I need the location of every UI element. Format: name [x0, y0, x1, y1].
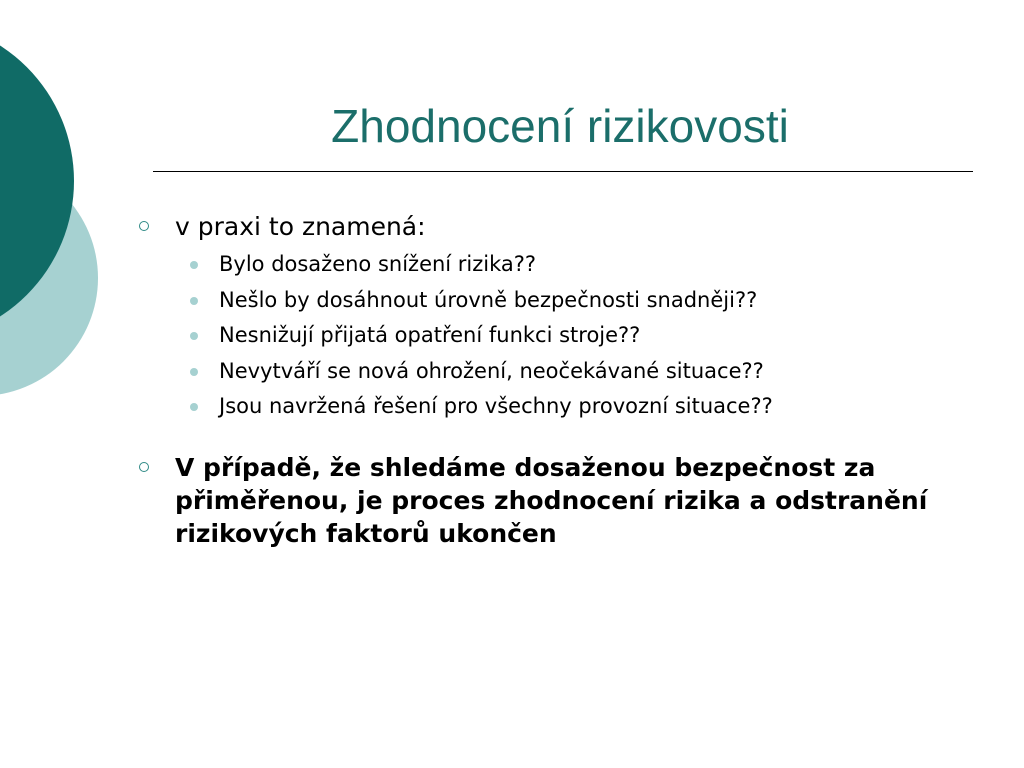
bullet-point-2: [133, 451, 993, 550]
sub-bullet-item: [133, 247, 993, 283]
sub-bullet-item: [133, 354, 993, 390]
slide-title: Zhodnocení rizikovosti: [331, 100, 789, 152]
sub-bullet-text: Nesnižují přijatá opatření funkci stroje??: [219, 323, 641, 347]
bullet-point-text: V případě, že shledáme dosaženou bezpečnost za přiměřenou, je proces zhodnocení rizika a odstranění rizikových faktorů ukončen: [175, 452, 928, 548]
slide-body: [133, 210, 993, 550]
sub-bullet-item: [133, 318, 993, 354]
title-divider: [153, 171, 973, 172]
sub-bullet-text: Bylo dosaženo snížení rizika??: [219, 252, 537, 276]
sub-bullet-text: Nešlo by dosáhnout úrovně bezpečnosti snadněji??: [219, 287, 758, 312]
sub-bullet-item: [133, 389, 993, 425]
sub-bullet-list: [133, 247, 993, 425]
hollow-circle-bullet-icon: [139, 221, 149, 231]
dot-bullet-icon: [190, 261, 198, 269]
spacer: [133, 425, 993, 451]
dot-bullet-icon: [190, 297, 198, 305]
sub-bullet-text: Jsou navržená řešení pro všechny provozní situace??: [219, 394, 773, 418]
sub-bullet-text: Nevytváří se nová ohrožení, neočekávané situace??: [219, 358, 764, 383]
dot-bullet-icon: [190, 403, 198, 411]
dot-bullet-icon: [190, 332, 198, 340]
bullet-point-1: [133, 210, 993, 243]
sub-bullet-item: [133, 283, 993, 319]
dot-bullet-icon: [190, 368, 198, 376]
hollow-circle-bullet-icon: [139, 462, 149, 472]
bullet-point-text: v praxi to znamená:: [175, 212, 426, 241]
